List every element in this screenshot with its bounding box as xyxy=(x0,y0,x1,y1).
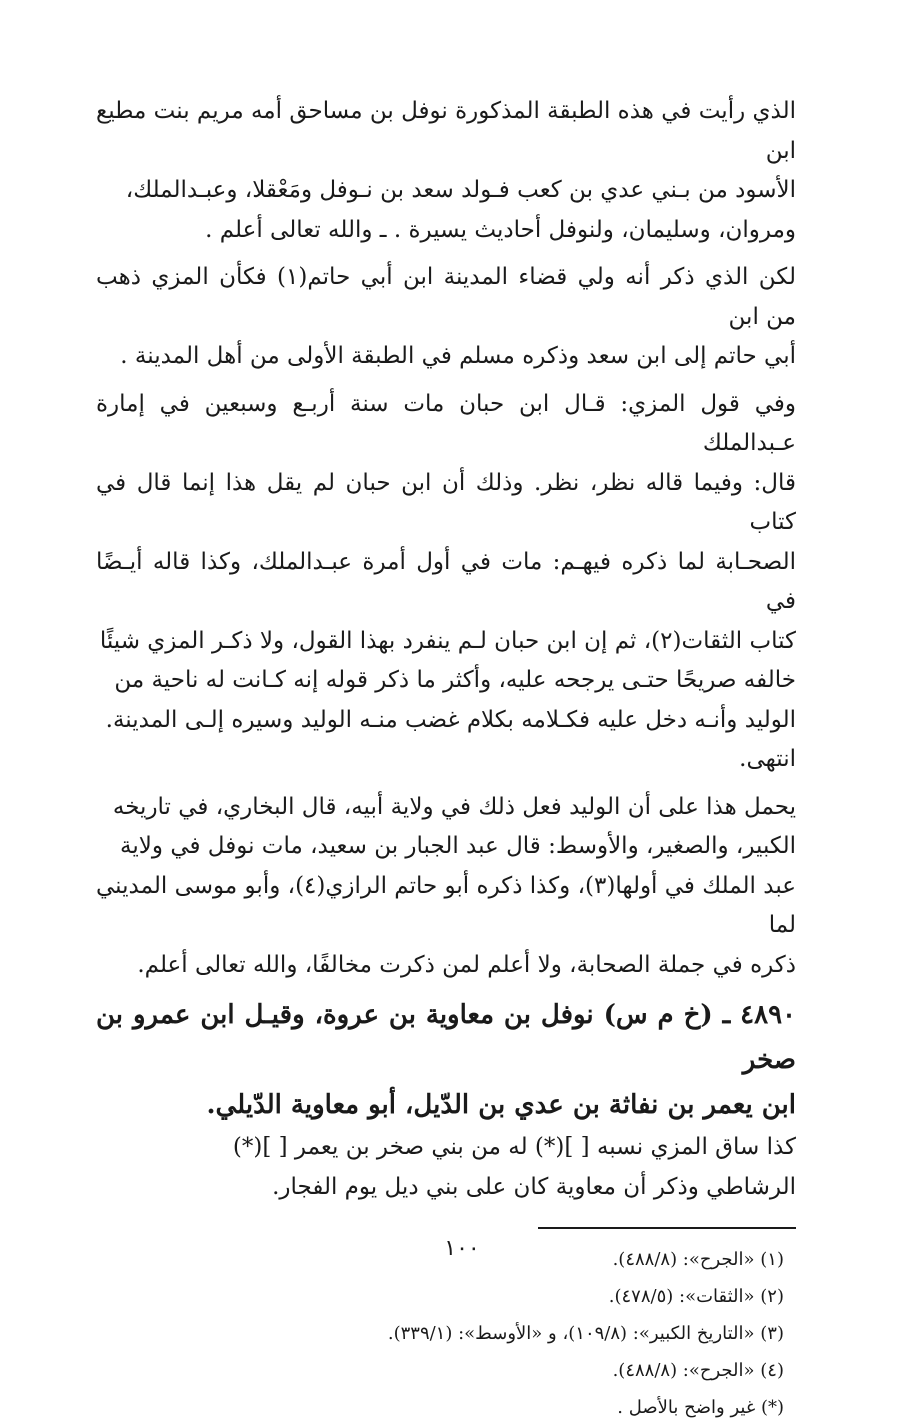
text-line: وفي قول المزي: قـال ابن حبان مات سنة أربـع وسبعين في إمارة عـبدالملك xyxy=(96,390,796,456)
paragraph-2 xyxy=(96,258,796,377)
text-line: كذا ساق المزي نسبه [ ](*) له من بني صخر بن يعمر [ ](*) xyxy=(232,1134,796,1160)
text-line: أبي حاتم إلى ابن سعد وذكره مسلم في الطبقة الأولى من أهل المدينة . xyxy=(120,343,796,369)
text-line: الصحـابة لما ذكره فيهـم: مات في أول أمرة عبـدالملك، وكذا قاله أيـضًا في xyxy=(96,548,796,614)
text-line: الرشاطي وذكر أن معاوية كان على بني ديل يوم الفجار. xyxy=(272,1173,796,1200)
text-line: ذكره في جملة الصحابة، ولا أعلم لمن ذكرت مخالفًا، والله تعالى أعلم. xyxy=(137,951,796,978)
text-line: عبد الملك في أولها(٣)، وكذا ذكره أبو حاتم الرازي(٤)، وأبو موسى المديني لما xyxy=(96,872,796,938)
text-line: خالفه صريحًا حتـى يرجحه عليه، وأكثر ما ذكر قوله إنه كـانت له ناحية من xyxy=(114,667,796,693)
paragraph-1 xyxy=(96,92,796,250)
text-line: لكن الذي ذكر أنه ولي قضاء المدينة ابن أبي حاتم(١) فكأن المزي ذهب من ابن xyxy=(96,264,796,330)
page-number: ١٠٠ xyxy=(444,1236,480,1261)
footnote-1: (١) «الجرح»: (٤٨٨/٨). xyxy=(612,1249,784,1270)
text-line: انتهى. xyxy=(739,746,796,772)
heading-line: ابن يعمر بن نفاثة بن عدي بن الدّيل، أبو معاوية الدّيلي. xyxy=(206,1090,796,1120)
text-line: الكبير، والصغير، والأوسط: قال عبد الجبار بن سعيد، مات نوفل في ولاية xyxy=(120,833,796,859)
main-text xyxy=(96,92,796,1207)
text-line: الوليد وأنـه دخل عليه فكـلامه بكلام غضب منـه الوليد وسيره إلـى المدينة. xyxy=(105,706,796,733)
paragraph-3 xyxy=(96,385,796,780)
text-line: الذي رأيت في هذه الطبقة المذكورة نوفل بن مساحق أمه مريم بنت مطيع ابن xyxy=(96,98,796,164)
footnote-asterisk: (*) غير واضح بالأصل . xyxy=(617,1397,784,1418)
entry-body xyxy=(96,1128,796,1207)
footnotes xyxy=(96,1241,796,1426)
footnote-3: (٣) «التاريخ الكبير»: (١٠٩/٨)، و «الأوسط»: (٣٣٩/١). xyxy=(387,1323,784,1344)
footnote-2: (٢) «الثقات»: (٤٧٨/٥). xyxy=(608,1286,784,1307)
paragraph-4 xyxy=(96,788,796,986)
text-line: الأسود من بـني عدي بن كعب فـولد سعد بن نـوفل ومَعْقلا، وعبـدالملك، xyxy=(125,177,796,203)
text-line: كتاب الثقات(٢)، ثم إن ابن حبان لـم ينفرد بهذا القول، ولا ذكـر المزي شيئًا xyxy=(99,627,796,654)
text-line: ومروان، وسليمان، ولنوفل أحاديث يسيرة . ـ والله تعالى أعلم . xyxy=(205,216,796,243)
footnote-4: (٤) «الجرح»: (٤٨٨/٨). xyxy=(612,1360,784,1381)
entry-heading xyxy=(96,993,796,1128)
text-line: قال: وفيما قاله نظر، نظر. وذلك أن ابن حبان لم يقل هذا إنما قال في كتاب xyxy=(96,469,796,535)
text-line: يحمل هذا على أن الوليد فعل ذلك في ولاية أبيه، قال البخاري، في تاريخه xyxy=(112,793,796,820)
footnote-divider xyxy=(538,1227,796,1229)
heading-line: ٤٨٩٠ ـ (خ م س) نوفل بن معاوية بن عروة، وقيـل ابن عمرو بن صخر xyxy=(96,1000,796,1075)
